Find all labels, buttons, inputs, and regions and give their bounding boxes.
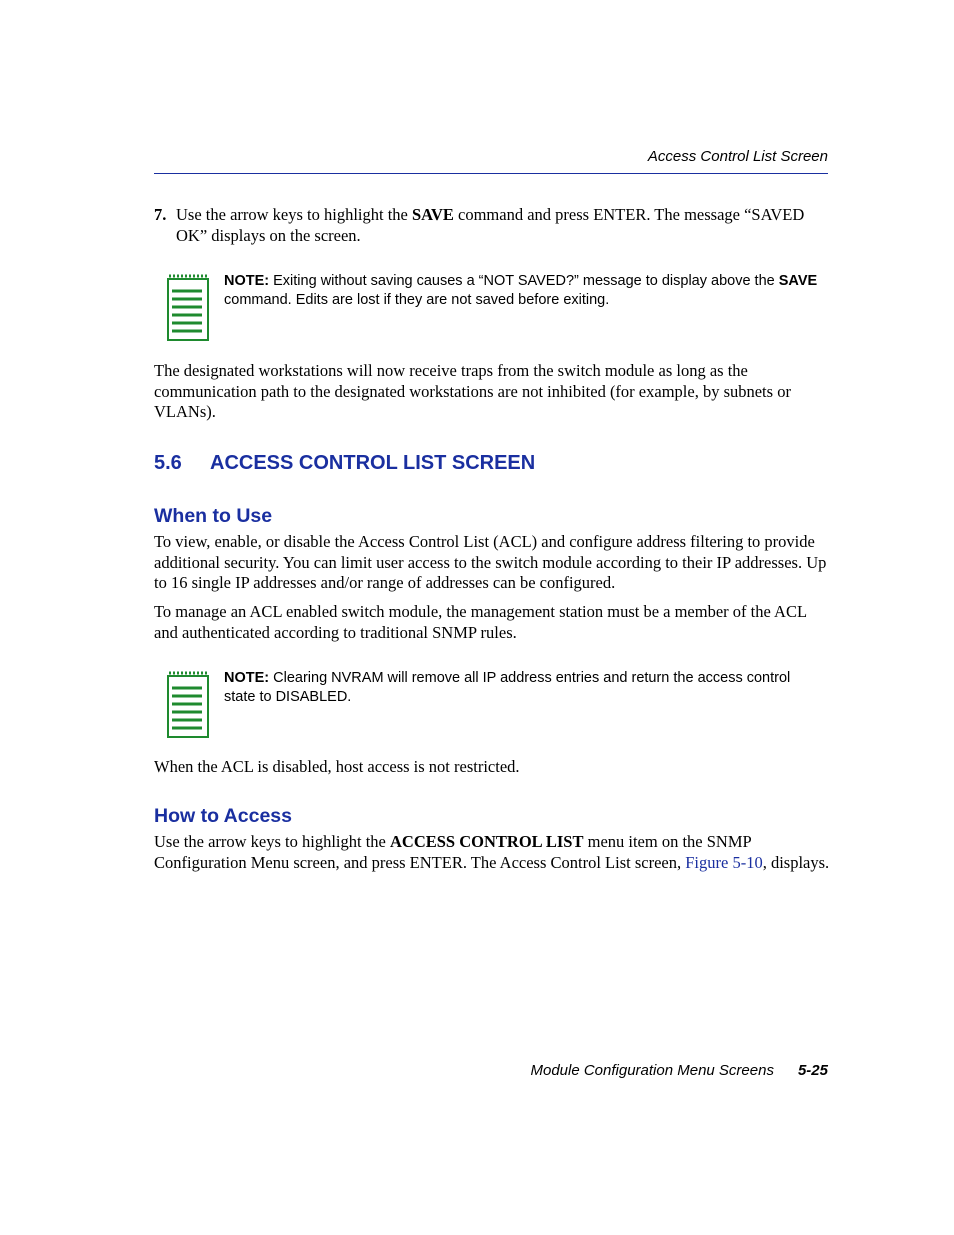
- notepad-icon: [166, 670, 210, 740]
- step-number: 7.: [154, 205, 167, 224]
- figure-link[interactable]: Figure 5-10: [685, 852, 763, 872]
- step-bold-save: SAVE: [412, 205, 454, 224]
- notepad-icon: [166, 273, 210, 343]
- note-text: command. Edits are lost if they are not saved before exiting.: [224, 291, 610, 308]
- how-to-access-heading: How to Access: [154, 805, 292, 827]
- step-text-part: command and press ENTER. The message “SAVED OK” displays on the screen.: [176, 205, 805, 245]
- note-text: Clearing NVRAM will remove all IP address entries and return the access control state to DISABLED.: [224, 670, 791, 705]
- section-title: ACCESS CONTROL LIST SCREEN: [210, 452, 536, 474]
- acl-disabled-paragraph: When the ACL is disabled, host access is not restricted.: [154, 757, 520, 776]
- paragraph-text: menu item on the SNMP Configuration Menu screen, and press ENTER. The Access Control List screen,: [154, 832, 752, 872]
- page-number: 5-25: [797, 1062, 828, 1079]
- note-bold-save: SAVE: [778, 273, 818, 289]
- when-to-use-heading: When to Use: [154, 505, 273, 527]
- step-text: [176, 205, 834, 246]
- section-heading: [154, 452, 535, 475]
- menu-item-name: ACCESS CONTROL LIST: [390, 832, 584, 851]
- footer-title: Module Configuration Menu Screens: [530, 1062, 774, 1079]
- paragraph-text: Use the arrow keys to highlight the: [154, 832, 390, 851]
- page-footer: [154, 1062, 828, 1079]
- note-saving: [224, 272, 834, 309]
- header-rule: [154, 173, 828, 174]
- note-label: NOTE:: [224, 670, 270, 686]
- when-to-use-paragraph-1: To view, enable, or disable the Access Control List (ACL) and configure address filtering to provide additional security. You can limit user access to the switch module according to their IP addresses. Up to 16 single IP addresses and/or range of addresses can be configured.: [154, 532, 827, 592]
- note-text: Exiting without saving causes a “NOT SAVED?” message to display above the: [269, 273, 779, 289]
- running-header: Access Control List Screen: [647, 148, 828, 165]
- section-number: 5.6: [154, 452, 182, 474]
- step-text-part: Use the arrow keys to highlight the: [176, 205, 412, 224]
- step-7: [154, 205, 834, 246]
- traps-paragraph: The designated workstations will now receive traps from the switch module as long as the communication path to the designated workstations are not inhibited (for example, by subnets or VLANs).: [154, 361, 791, 421]
- when-to-use-paragraph-2: To manage an ACL enabled switch module, the management station must be a member of the ACL and authenticated according to traditional SNMP rules.: [154, 602, 807, 642]
- note-label: NOTE:: [224, 273, 270, 289]
- paragraph-text: , displays.: [762, 852, 830, 872]
- how-to-access-paragraph: [154, 832, 834, 873]
- note-nvram: [224, 669, 799, 706]
